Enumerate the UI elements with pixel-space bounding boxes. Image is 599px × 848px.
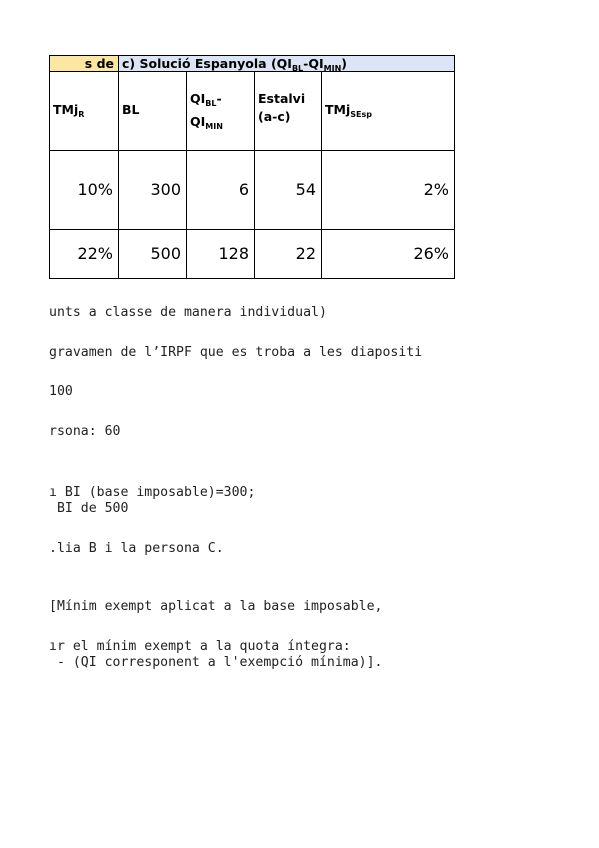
header-band-b: s de	[49, 55, 119, 72]
col-header-tmjr	[53, 101, 84, 124]
cell-tmj-1: 10%	[77, 180, 113, 199]
qi-l2: QI	[190, 114, 206, 129]
tmjse-main: TMj	[325, 102, 351, 117]
band-c-sub1: BL	[291, 64, 304, 72]
text-line: BI de 500	[49, 501, 129, 516]
text-line: ır el mínim exempt a la quota íntegra:	[49, 639, 351, 654]
tmjse-sub: SEsp	[350, 110, 372, 119]
text-line: .lia B i la persona C.	[49, 541, 224, 556]
qi-l1: QI	[190, 91, 206, 106]
row-divider	[49, 150, 455, 151]
header-band-c	[118, 55, 455, 72]
col-header-tmjsesp	[325, 101, 372, 124]
cell-tmjse-2: 26%	[413, 244, 449, 263]
cell-tmjse-1: 2%	[423, 180, 449, 199]
estalvi-line2: (a-c)	[258, 109, 291, 124]
text-line: unts a classe de manera individual)	[49, 305, 327, 320]
row-divider	[49, 229, 455, 230]
col-header-estalvi	[258, 90, 305, 126]
qi-l1-end: -	[216, 91, 222, 106]
col-header-qi	[190, 90, 223, 136]
text-line: ı BI (base imposable)=300;	[49, 485, 256, 500]
text-line: gravamen de l’IRPF que es troba a les diapositi	[49, 345, 423, 360]
text-line: rsona: 60	[49, 424, 121, 439]
cell-qi-2: 128	[218, 244, 249, 263]
band-c-mid: -QI	[303, 56, 324, 71]
col-header-bl: BL	[122, 102, 140, 117]
band-c-suffix: )	[341, 56, 347, 71]
band-c-sub2: MIN	[323, 64, 342, 72]
qi-line1	[190, 90, 223, 113]
tmjr-main: TMj	[53, 102, 79, 117]
cell-bl-1: 300	[150, 180, 181, 199]
tax-comparison-table	[49, 55, 455, 279]
cell-bl-2: 500	[150, 244, 181, 263]
cell-tmj-2: 22%	[77, 244, 113, 263]
cell-estalvi-1: 54	[295, 180, 316, 199]
tmjr-sub: R	[78, 110, 85, 119]
qi-l2-sub: MIN	[205, 122, 223, 131]
text-line: [Mínim exempt aplicat a la base imposable,	[49, 599, 383, 614]
text-line: - (QI corresponent a l'exempció mínima)].	[49, 655, 383, 670]
cell-qi-1: 6	[238, 180, 249, 199]
estalvi-line1: Estalvi	[258, 91, 306, 106]
text-line: 100	[49, 384, 73, 399]
qi-line2	[190, 113, 223, 136]
qi-l1-sub: BL	[205, 99, 217, 108]
band-c-prefix: c) Solució Espanyola (QI	[122, 56, 292, 71]
cell-estalvi-2: 22	[295, 244, 316, 263]
